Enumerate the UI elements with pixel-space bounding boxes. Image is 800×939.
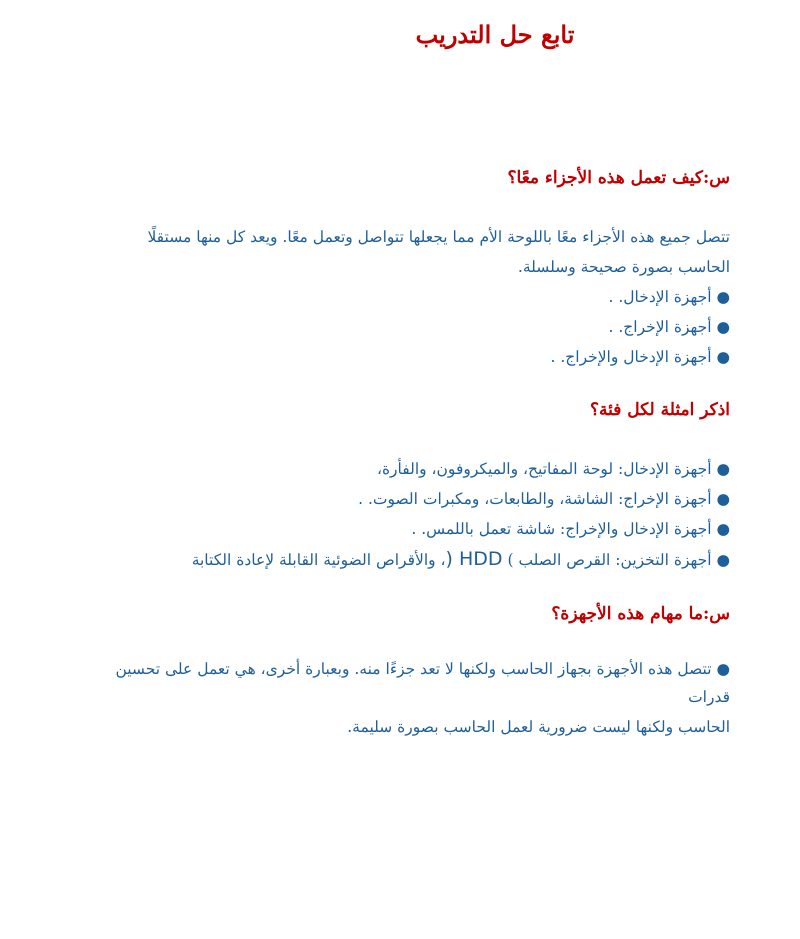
answer-paragraph-line-2: قدرات	[688, 688, 730, 706]
list-item-text: أجهزة الإدخال والإخراج.	[560, 348, 712, 366]
storage-text-suffix: ، والأقراص الضوئية القابلة لإعادة الكتابة	[191, 551, 446, 569]
list-item	[356, 490, 730, 508]
bullet-icon: ●	[716, 520, 730, 538]
period-mark: .	[411, 520, 417, 538]
question-device-tasks: س:ما مهام هذه الأجهزة؟	[551, 604, 730, 624]
question-examples: اذكر امثلة لكل فئة؟	[589, 400, 730, 420]
bullet-icon: ●	[716, 660, 730, 678]
period-mark: .	[550, 348, 556, 366]
period-mark: .	[358, 490, 364, 508]
bullet-icon: ●	[716, 460, 730, 478]
page-title-text: تابع حل التدريب	[415, 20, 575, 49]
list-item-text: أجهزة الإخراج: الشاشة، والطابعات، ومكبرات الصوت.	[367, 490, 712, 508]
list-item	[548, 348, 730, 366]
period-mark: .	[608, 288, 614, 306]
list-item	[409, 520, 730, 538]
answer-paragraph-line-1: تتصل جميع هذه الأجزاء معًا باللوحة الأم مما يجعلها تتواصل وتعمل معًا. ويعد كل منها مستقلًا	[147, 228, 730, 246]
list-item-text: أجهزة الإدخال: لوحة المفاتيح، والميكروفون، والفأرة،	[376, 460, 712, 478]
bullet-icon: ●	[716, 348, 730, 366]
answer-paragraph-line-3: الحاسب ولكنها ليست ضرورية لعمل الحاسب بصورة سليمة.	[347, 718, 730, 736]
answer-text: تتصل هذه الأجهزة بجهاز الحاسب ولكنها لا تعد جزءًا منه. وبعبارة أخرى، هي تعمل على تحسين	[115, 660, 712, 678]
bullet-icon: ●	[716, 288, 730, 306]
answer-paragraph-line-1	[78, 660, 730, 678]
bullet-icon: ●	[716, 318, 730, 336]
list-item-text: أجهزة الإدخال.	[618, 288, 712, 306]
list-item-text: أجهزة الإخراج.	[618, 318, 712, 336]
list-item	[377, 460, 730, 478]
bullet-icon: ●	[716, 551, 730, 569]
question-how-parts-work: س:كيف تعمل هذه الأجزاء معًا؟	[507, 168, 730, 188]
list-item	[606, 288, 730, 306]
page-title	[0, 20, 800, 49]
period-mark: .	[608, 318, 614, 336]
storage-text: أجهزة التخزين: القرص الصلب )	[507, 551, 712, 569]
list-item	[607, 318, 731, 336]
bullet-icon: ●	[716, 490, 730, 508]
list-item-text: أجهزة الإدخال والإخراج: شاشة تعمل باللمس.	[421, 520, 712, 538]
list-item	[192, 548, 730, 570]
answer-paragraph-line-2: الحاسب بصورة صحيحة وسلسلة.	[517, 258, 730, 276]
hdd-label: ) HDD	[445, 548, 503, 570]
